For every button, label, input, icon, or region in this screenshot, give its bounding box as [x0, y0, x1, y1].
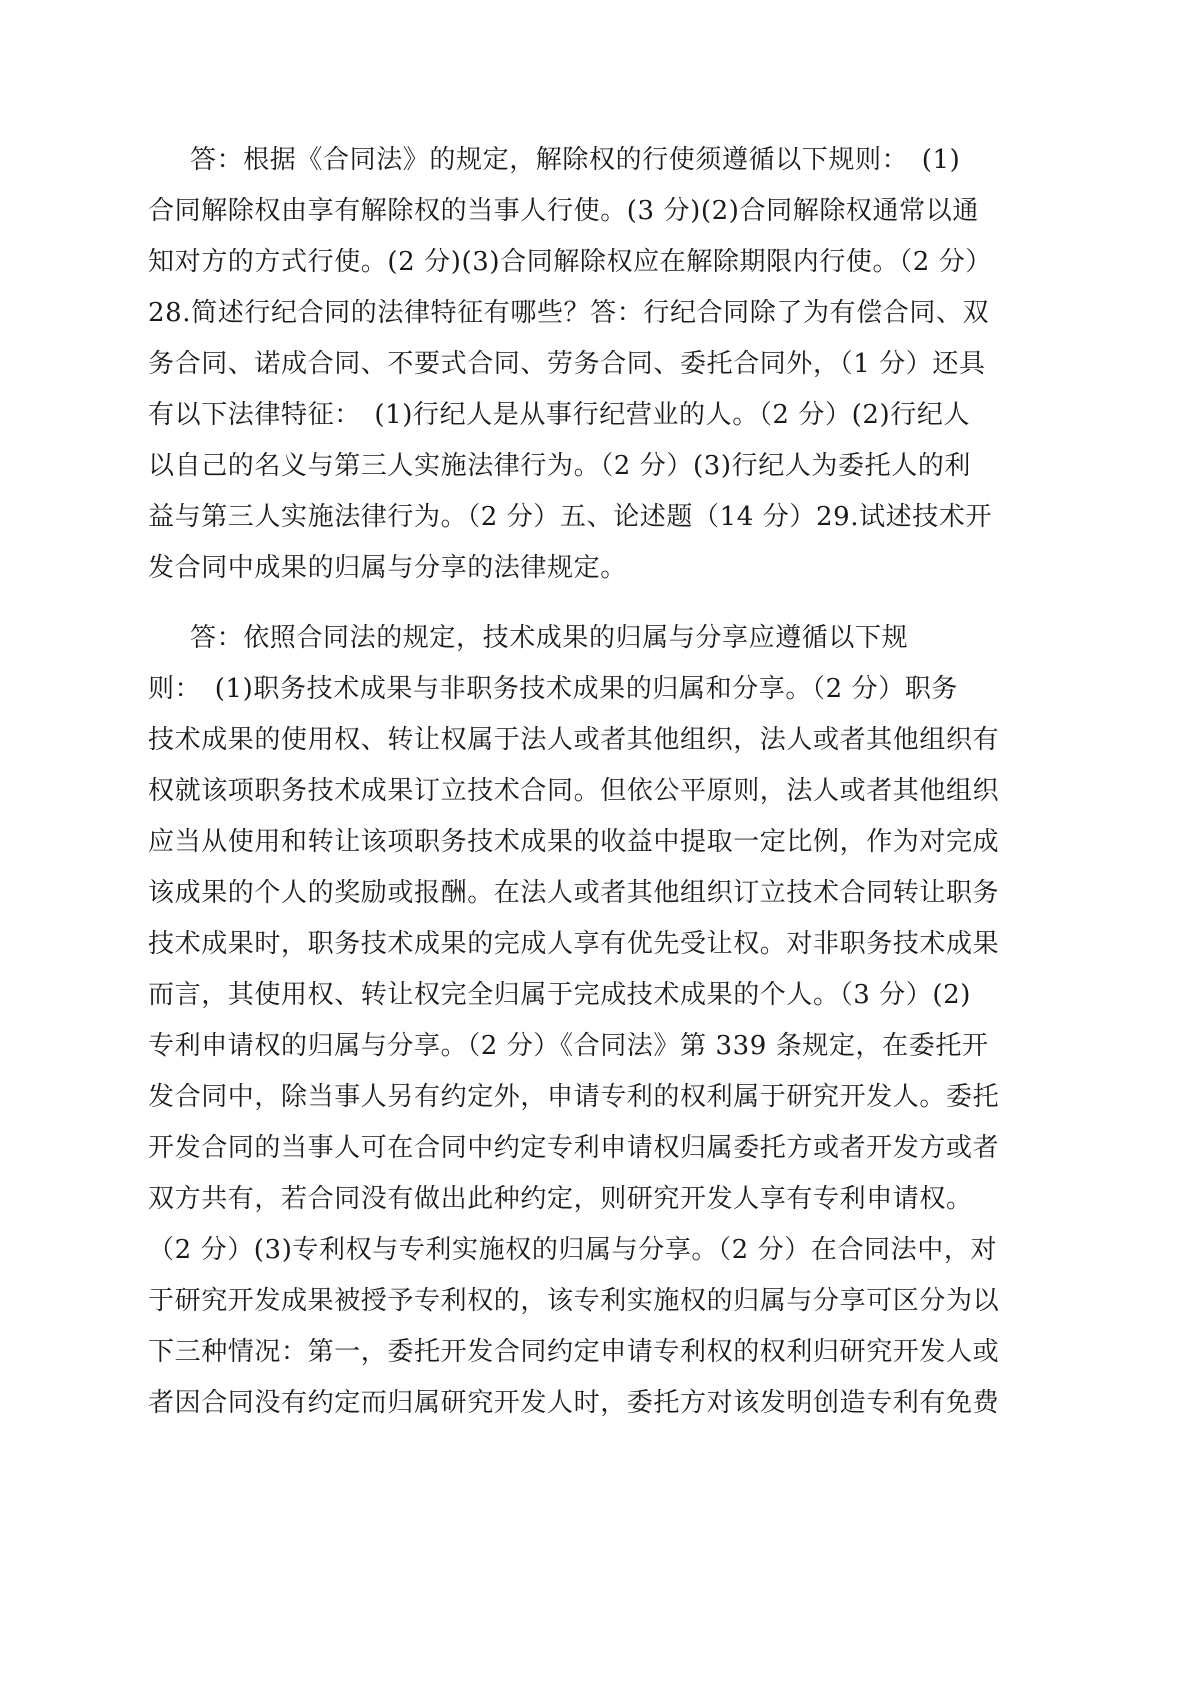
- paragraph-2-line-14: 于研究开发成果被授予专利权的，该专利实施权的归属与分享可区分为以: [148, 1286, 1000, 1316]
- paragraph-1-line-9: 发合同中成果的归属与分享的法律规定。: [148, 553, 627, 583]
- paragraph-1-line-7: 以自己的名义与第三人实施法律行为。（2 分）(3)行纪人为委托人的利: [148, 451, 972, 481]
- paragraph-1-line-6: 有以下法律特征： (1)行纪人是从事行纪营业的人。（2 分）(2)行纪人: [148, 400, 971, 430]
- paragraph-1-line-3: 知对方的方式行使。(2 分)(3)合同解除权应在解除期限内行使。（2 分）: [148, 247, 992, 277]
- paragraph-1-line-1: 答：根据《合同法》的规定，解除权的行使须遵循以下规则： (1): [190, 145, 961, 175]
- paragraph-2-line-12: 双方共有，若合同没有做出此种约定，则研究开发人享有专利申请权。: [148, 1184, 973, 1214]
- paragraph-2-line-15: 下三种情况：第一，委托开发合同约定申请专利权的权利归研究开发人或: [148, 1337, 1000, 1367]
- paragraph-2-line-4: 权就该项职务技术成果订立技术合同。但依公平原则，法人或者其他组织: [148, 776, 1000, 806]
- paragraph-1-line-5: 务合同、诺成合同、不要式合同、劳务合同、委托合同外，（1 分）还具: [148, 349, 986, 379]
- paragraph-2-line-6: 该成果的个人的奖励或报酬。在法人或者其他组织订立技术合同转让职务: [148, 878, 1000, 908]
- paragraph-2-line-2: 则： (1)职务技术成果与非职务技术成果的归属和分享。（2 分）职务: [148, 674, 959, 704]
- paragraph-2-line-13: （2 分）(3)专利权与专利实施权的归属与分享。（2 分）在合同法中，对: [148, 1235, 998, 1265]
- paragraph-1-line-2: 合同解除权由享有解除权的当事人行使。(3 分)(2)合同解除权通常以通: [148, 196, 979, 226]
- paragraph-2-line-11: 开发合同的当事人可在合同中约定专利申请权归属委托方或者开发方或者: [148, 1133, 1000, 1163]
- paragraph-2-line-9: 专利申请权的归属与分享。（2 分）《合同法》第 339 条规定，在委托开: [148, 1031, 989, 1061]
- paragraph-1-line-8: 益与第三人实施法律行为。（2 分）五、论述题（14 分）29.试述技术开: [148, 502, 993, 532]
- paragraph-1-line-4: 28.简述行纪合同的法律特征有哪些？答：行纪合同除了为有偿合同、双: [148, 298, 990, 328]
- paragraph-2-line-8: 而言，其使用权、转让权完全归属于完成技术成果的个人。（3 分）(2): [148, 980, 972, 1010]
- paragraph-2-line-1: 答：依照合同法的规定，技术成果的归属与分享应遵循以下规: [190, 623, 909, 653]
- paragraph-2-line-5: 应当从使用和转让该项职务技术成果的收益中提取一定比例，作为对完成: [148, 827, 1000, 857]
- paragraph-2-line-10: 发合同中，除当事人另有约定外，申请专利的权利属于研究开发人。委托: [148, 1082, 1000, 1112]
- paragraph-2-line-7: 技术成果时，职务技术成果的完成人享有优先受让权。对非职务技术成果: [148, 929, 1000, 959]
- paragraph-2-line-3: 技术成果的使用权、转让权属于法人或者其他组织，法人或者其他组织有: [148, 725, 1000, 755]
- paragraph-2-line-16: 者因合同没有约定而归属研究开发人时，委托方对该发明创造专利有免费: [148, 1388, 1000, 1418]
